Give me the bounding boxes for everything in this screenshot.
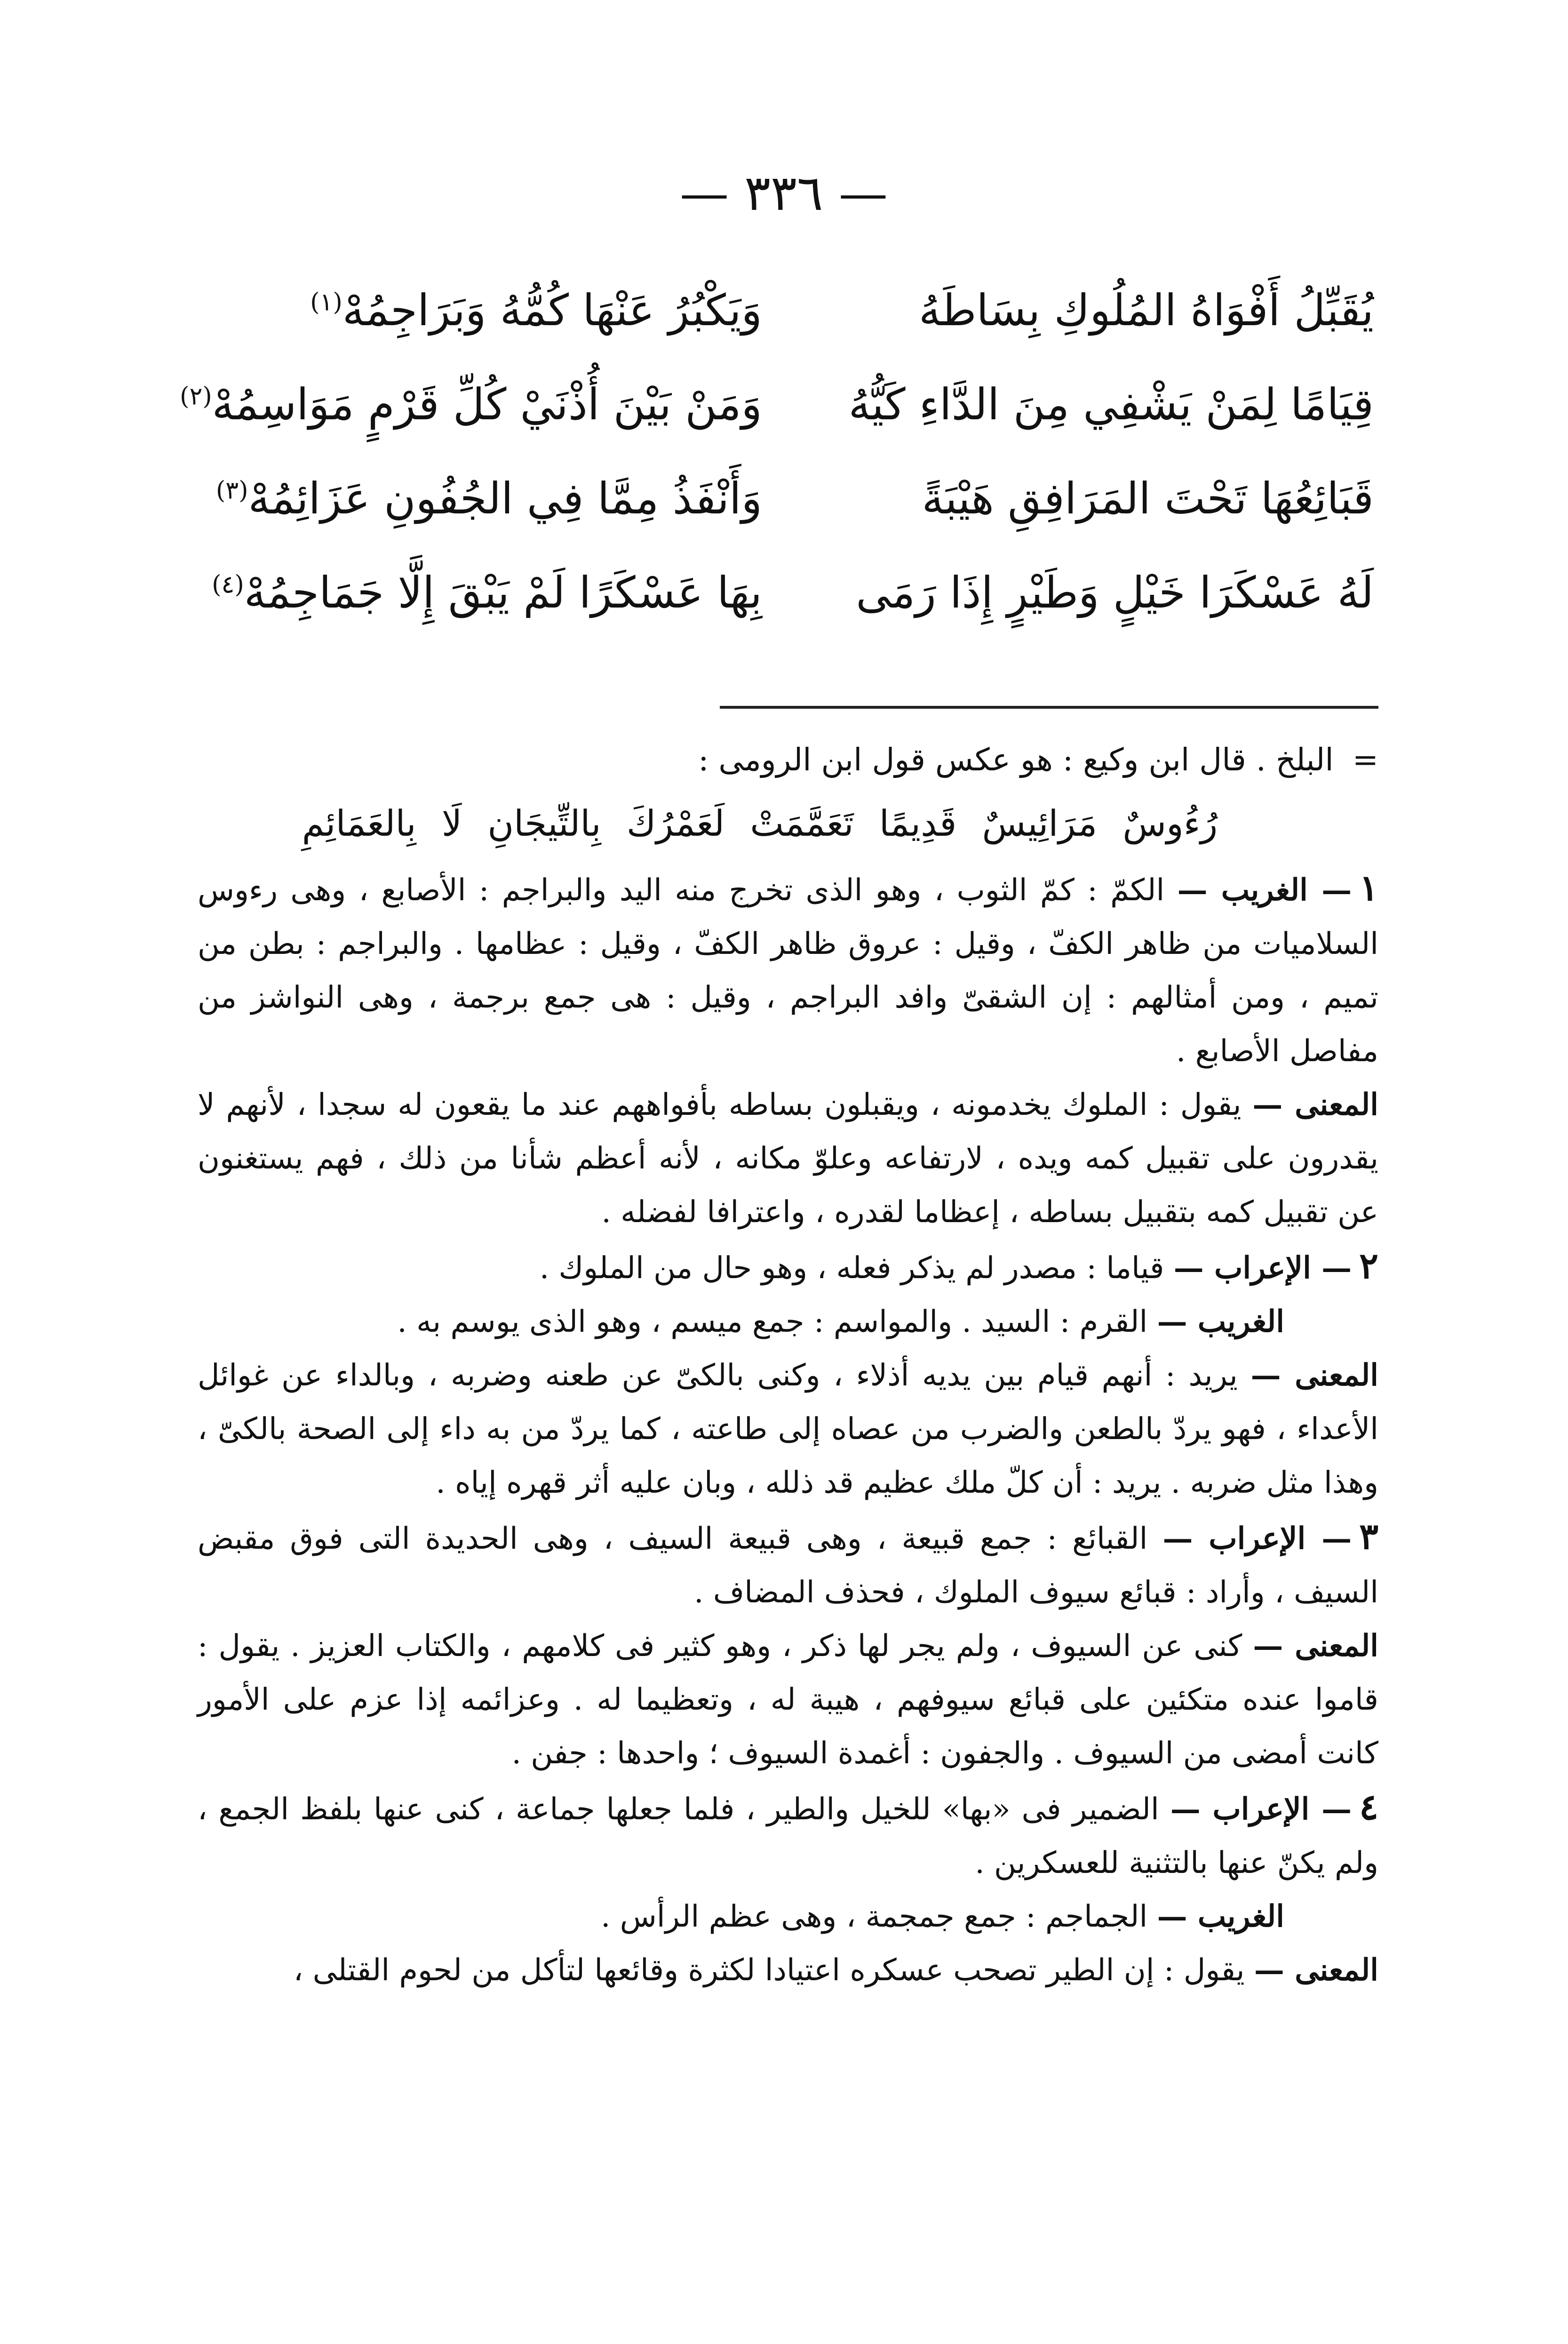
verse-line <box>198 264 1374 358</box>
quoted-verse: رُءُوسٌ مَرَائِيسٌ قَدِيمًا تَعَمَّمَتْ لَعَمْرُكَ بِالتِّيجَانِ لَا بِالعَمَائِمِ <box>302 802 1218 844</box>
footnote-marker: (٣) <box>215 476 248 505</box>
note-text: يريد : أنهم قيام بين يديه أذلاء ، وكنى بالكىّ عن طعنه وضربه ، وبالداء عن غوائل الأعداء ، فهو يردّ بالطعن والضرب من عصاه إلى طاعته ، كما يردّ من به داء إلى الصحة بالكىّ ، وهذا مثل ضربه . يريد : أن كلّ ملك عظيم قد ذلله ، وبان عليه أثر قهره إياه . <box>198 1358 1378 1500</box>
note-text: القبائع : جمع قبيعة ، وهى قبيعة السيف ، وهى الحديدة التى فوق مقبض السيف ، وأراد : قبائع سيوف الملوك ، فحذف المضاف . <box>198 1521 1378 1610</box>
verse-first-hemistich: يُقَبِّلُ أَفْوَاهُ المُلُوكِ بِسَاطَهُ <box>919 285 1374 336</box>
verse-second-text: بِهَا عَسْكَرًا لَمْ يَبْقَ إِلَّا جَمَاجِمُهْ <box>244 568 762 618</box>
footnote-marker: (٤) <box>212 570 244 599</box>
note-paragraph <box>198 1239 1378 1295</box>
note-text: قياما : مصدر لم يذكر فعله ، وهو حال من الملوك . <box>539 1251 1164 1286</box>
note-paragraph <box>198 1078 1378 1239</box>
verse-second-hemistich <box>198 466 762 532</box>
poem-verses <box>180 264 1374 640</box>
note-text: الكمّ : كمّ الثوب ، وهو الذى تخرج منه اليد والبراجم : الأصابع ، وهى رءوس السلاميات من ظاهر الكفّ ، وقيل : عروق ظاهر الكفّ ، وقيل : عظامها . والبراجم : بطن من تميم ، ومن أمثالهم : إن الشقىّ وافد البراجم ، وقيل : هى جمع برجمة ، وهى النواشز من مفاصل الأصابع . <box>198 873 1379 1069</box>
note-label: الغريب — <box>1157 1899 1284 1934</box>
note-paragraph <box>198 1295 1378 1349</box>
footnote-marker: (٢) <box>180 382 212 411</box>
note-label: المعنى — <box>1252 1087 1379 1122</box>
note-text: يقول : الملوك يخدمونه ، ويقبلون بساطه بأفواههم عند ما يقعون له سجدا ، لأنهم لا يقدرون على تقبيل كمه ويده ، لارتفاعه وعلوّ مكانه ، لأنه أعظم شأنا من ذلك ، فهم يستغنون عن تقبيل كمه بتقبيل بساطه ، إعظاما لقدره ، واعترافا لفضله . <box>198 1088 1379 1230</box>
note-label: المعنى — <box>1250 1358 1379 1393</box>
verse-second-hemistich <box>198 278 762 344</box>
verse-first-hemistich: لَهُ عَسْكَرَا خَيْلٍ وَطَيْرٍ إِذَا رَمَى <box>856 568 1374 618</box>
note-text: يقول : إن الطير تصحب عسكره اعتيادا لكثرة وقائعها لتأكل من لحوم القتلى ، <box>293 1953 1245 1988</box>
note-text: القرم : السيد . والمواسم : جمع ميسم ، وهو الذى يوسم به . <box>397 1304 1148 1339</box>
verse-line <box>180 358 1374 452</box>
footnote-separator <box>720 706 1378 709</box>
continuation-mark: = <box>1352 742 1378 778</box>
commentary <box>198 734 1378 1997</box>
notes-list <box>198 861 1378 1997</box>
note-text: كنى عن السيوف ، ولم يجر لها ذكر ، وهو كثير فى كلامهم ، والكتاب العزيز . يقول : قاموا عنده متكئين على قبائع سيوفهم ، هيبة له ، وتعظيما له . وعزائمه إذا عزم على الأمور كانت أمضى من السيوف . والجفون : أغمدة السيوف ؛ واحدها : جفن . <box>198 1629 1378 1771</box>
footnote-marker: (١) <box>310 288 342 317</box>
note-label: — الإعراب — <box>1173 1250 1352 1286</box>
note-label: — الإعراب — <box>1170 1792 1352 1827</box>
note-number: ١ <box>1359 867 1379 909</box>
note-number: ٤ <box>1359 1786 1379 1828</box>
verse-line <box>198 546 1374 640</box>
note-paragraph <box>198 1944 1378 1997</box>
note-number: ٢ <box>1359 1245 1378 1287</box>
note-text: الجماجم : جمع جمجمة ، وهى عظم الرأس . <box>601 1899 1148 1934</box>
commentary-intro <box>198 734 1378 786</box>
verse-first-hemistich: قَبَائِعُهَا تَحْتَ المَرَافِقِ هَيْبَةً <box>922 473 1374 524</box>
note-text: الضمير فى «بها» للخيل والطير ، فلما جعلها جماعة ، كنى عنها بلفظ الجمع ، ولم يكنّ عنها بالتثنية للعسكرين . <box>198 1792 1378 1880</box>
note-paragraph <box>198 861 1378 1078</box>
page-number: — ٣٣٦ — <box>680 164 888 222</box>
note-number: ٣ <box>1359 1515 1379 1557</box>
verse-second-text: وَمَنْ بَيْنَ أُذْنَيْ كُلِّ قَرْمٍ مَوَاسِمُهْ <box>212 379 762 430</box>
verse-second-text: وَأَنْفَذُ مِمَّا فِي الجُفُونِ عَزَائِمُهْ <box>248 473 762 524</box>
note-paragraph <box>198 1510 1378 1619</box>
note-paragraph <box>198 1890 1378 1944</box>
note-label: الغريب — <box>1157 1304 1284 1339</box>
verse-second-text: وَيَكْبُرُ عَنْهَا كُمُّهُ وَبَرَاجِمُهْ <box>342 285 762 336</box>
note-label: — الغريب — <box>1177 872 1352 908</box>
verse-second-hemistich <box>198 560 762 626</box>
note-label: المعنى — <box>1254 1952 1378 1988</box>
note-paragraph <box>198 1619 1378 1780</box>
note-label: — الإعراب — <box>1162 1521 1352 1556</box>
verse-second-hemistich <box>180 372 762 438</box>
verse-first-hemistich: قِيَامًا لِمَنْ يَشْفِي مِنَ الدَّاءِ كَيُّهُ <box>848 379 1374 430</box>
note-paragraph <box>198 1349 1378 1510</box>
intro-text: البلخ . قال ابن وكيع : هو عكس قول ابن الرومى : <box>698 742 1334 778</box>
verse-line <box>198 452 1374 546</box>
note-paragraph <box>198 1780 1378 1890</box>
note-label: المعنى — <box>1253 1628 1379 1664</box>
